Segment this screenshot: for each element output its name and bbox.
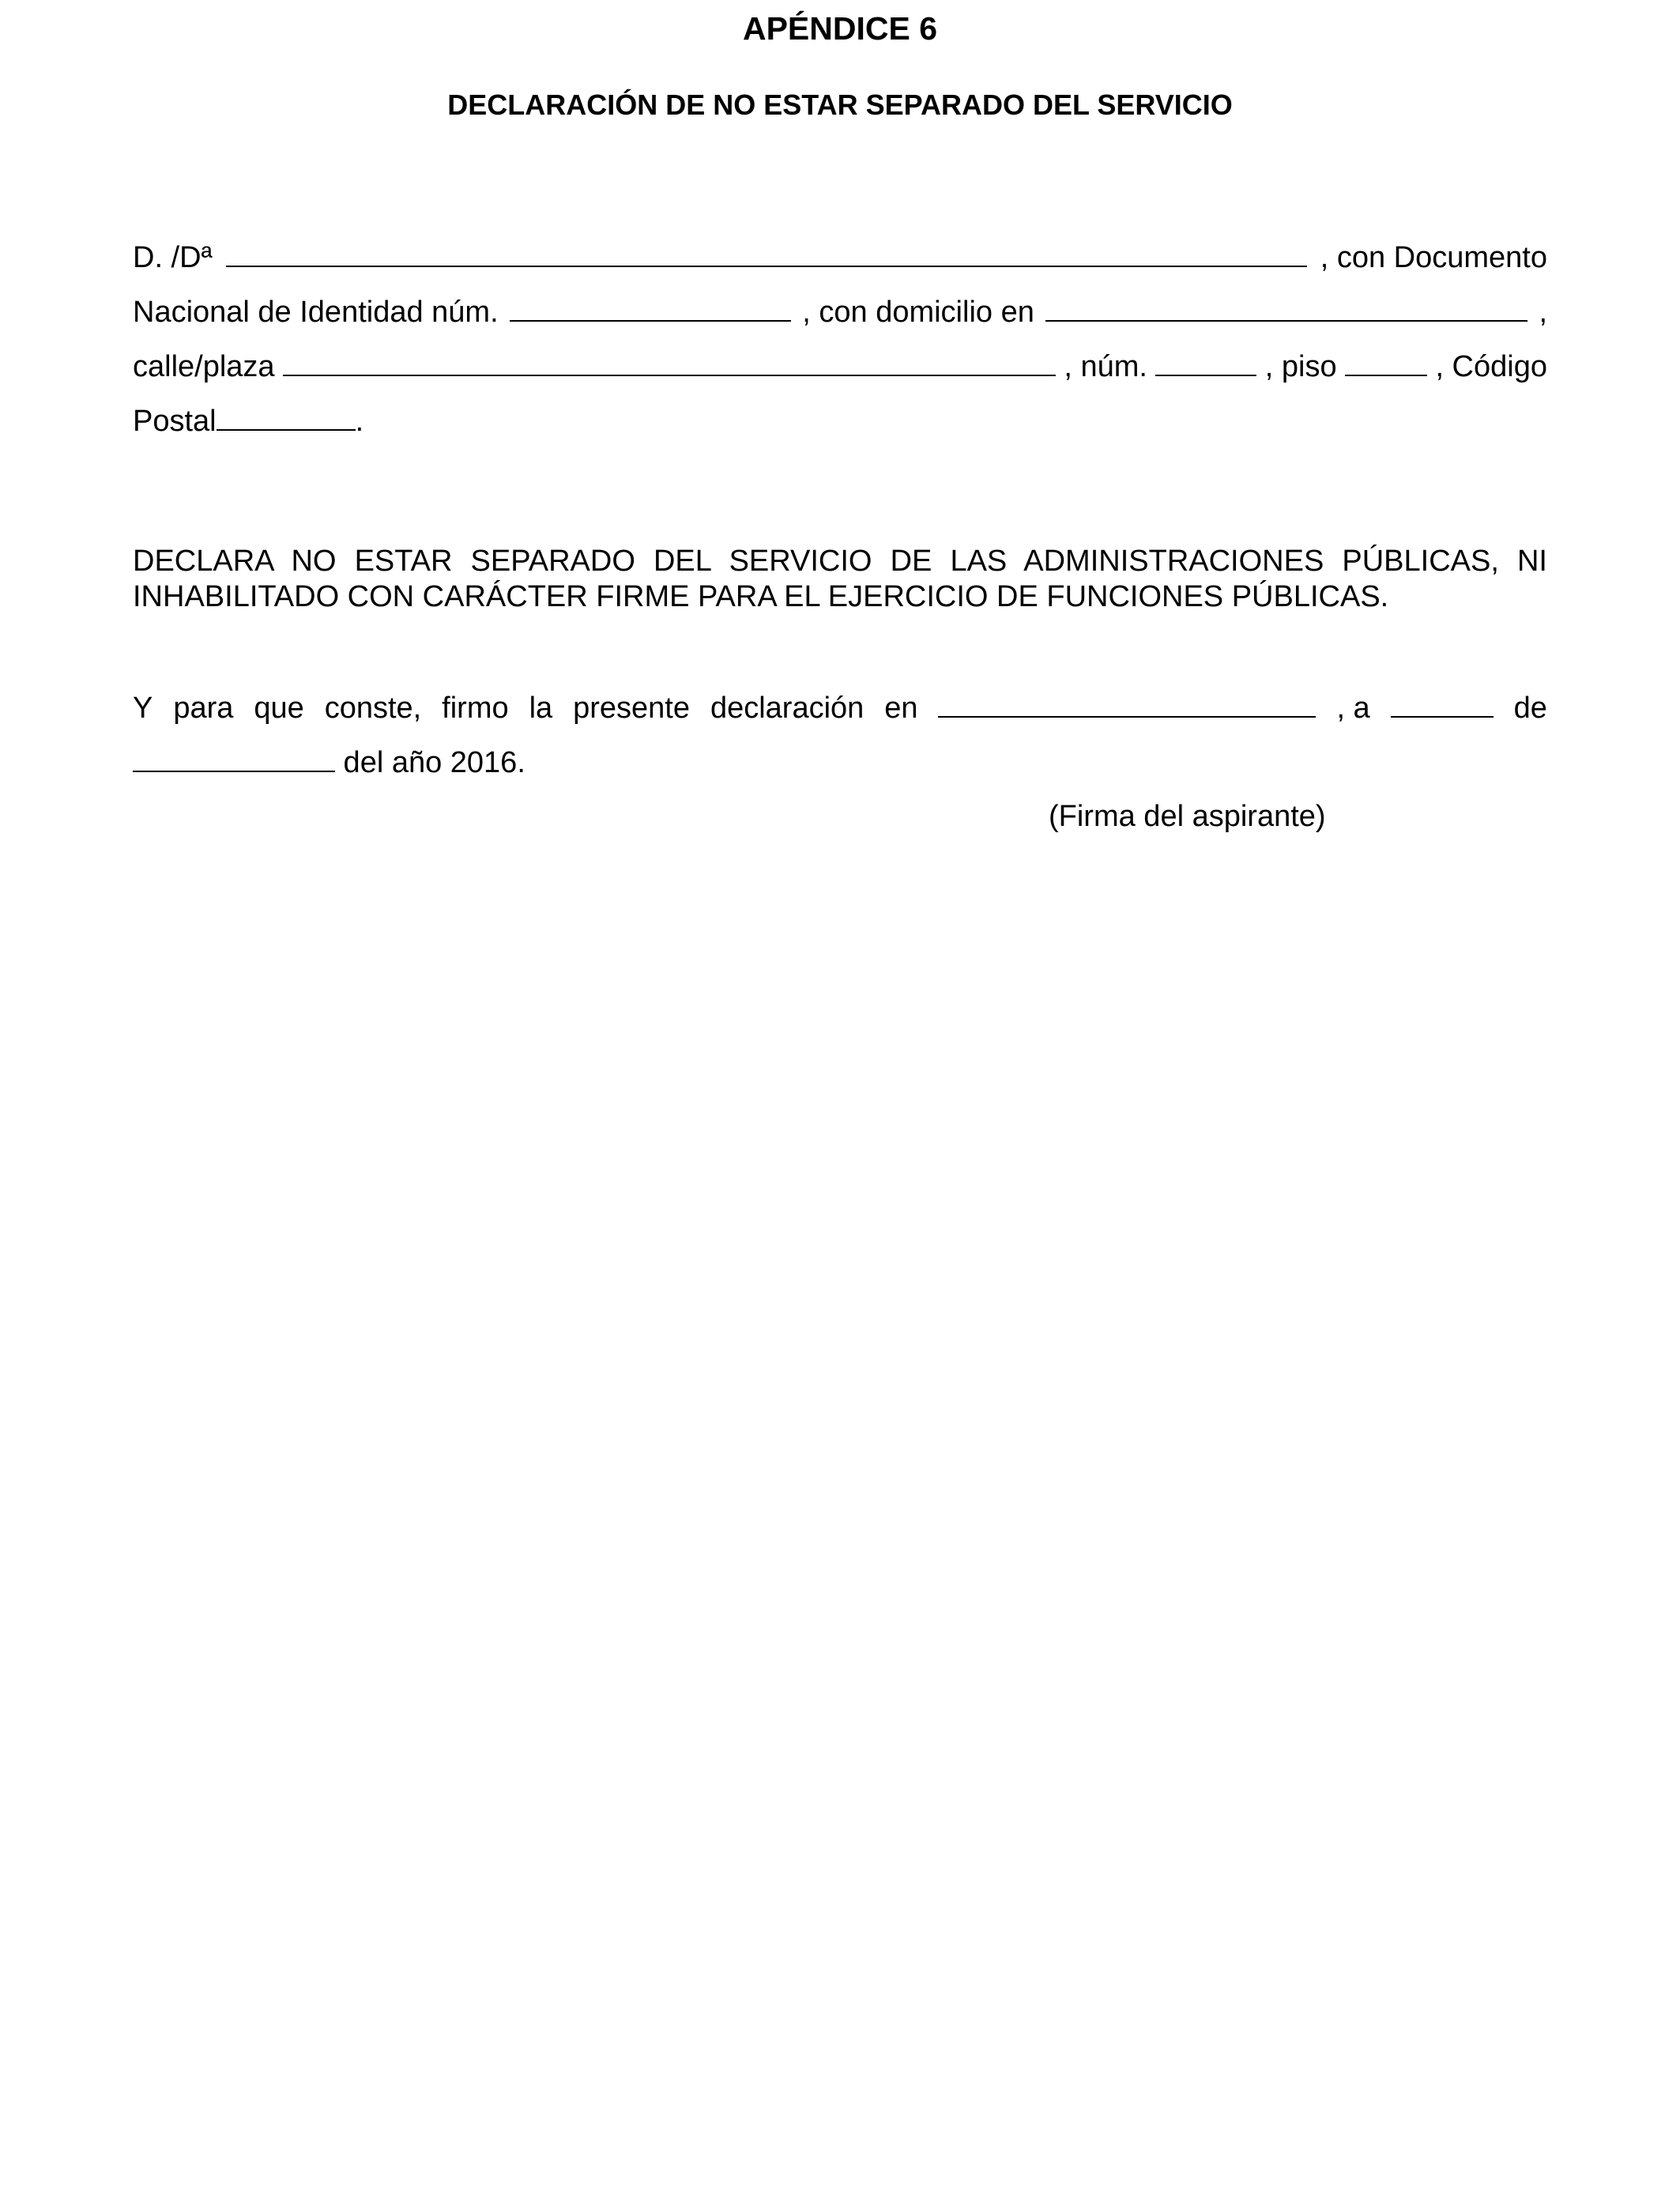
closing-word: , a bbox=[1336, 692, 1370, 725]
closing-word: conste, bbox=[324, 692, 422, 725]
floor-label: , piso bbox=[1264, 350, 1337, 383]
id-number-label: Nacional de Identidad núm. bbox=[133, 296, 499, 329]
year-text: del año 2016. bbox=[335, 746, 525, 779]
closing-word: firmo bbox=[442, 692, 509, 725]
month-field[interactable] bbox=[133, 745, 335, 772]
closing-paragraph bbox=[133, 681, 1547, 790]
personal-data-paragraph bbox=[133, 231, 1547, 449]
closing-word: en bbox=[884, 692, 918, 725]
name-field[interactable] bbox=[226, 240, 1307, 267]
closing-word: la bbox=[529, 692, 553, 725]
document-subtitle: DECLARACIÓN DE NO ESTAR SEPARADO DEL SERVICIO bbox=[447, 89, 1233, 121]
closing-word: declaración bbox=[710, 692, 864, 725]
street-field[interactable] bbox=[283, 349, 1056, 376]
personal-data-line-2 bbox=[133, 285, 1547, 340]
declaration-text: DECLARA NO ESTAR SEPARADO DEL SERVICIO DE LAS ADMINISTRACIONES PÚBLICAS, NI INHABILITADO CON CARÁCTER FIRME PARA EL EJERCICIO DE FUNCIONES PÚBLICAS. bbox=[133, 545, 1547, 613]
address-field[interactable] bbox=[1045, 295, 1527, 322]
closing-line-2 bbox=[133, 736, 1547, 790]
closing-word: presente bbox=[573, 692, 690, 725]
closing-word: Y bbox=[133, 692, 153, 725]
personal-data-line-1 bbox=[133, 231, 1547, 285]
day-field[interactable] bbox=[1391, 691, 1494, 718]
postal-code-field[interactable] bbox=[217, 404, 356, 431]
postal-period: . bbox=[355, 405, 364, 438]
number-field[interactable] bbox=[1155, 349, 1256, 376]
postal-label: Postal bbox=[133, 405, 217, 438]
closing-word: de bbox=[1513, 692, 1547, 725]
floor-field[interactable] bbox=[1345, 349, 1427, 376]
number-label: , núm. bbox=[1064, 350, 1147, 383]
street-label: calle/plaza bbox=[133, 350, 275, 383]
postal-code-label: , Código bbox=[1435, 350, 1547, 383]
document-title: APÉNDICE 6 bbox=[742, 10, 938, 47]
address-comma: , bbox=[1539, 296, 1547, 329]
personal-data-line-3 bbox=[133, 340, 1547, 394]
id-doc-label: , con Documento bbox=[1320, 241, 1547, 274]
address-label: , con domicilio en bbox=[802, 296, 1034, 329]
personal-data-line-4 bbox=[133, 394, 1547, 449]
closing-word: que bbox=[254, 692, 304, 725]
signature-label: (Firma del aspirante) bbox=[1049, 800, 1326, 833]
closing-line-1 bbox=[133, 681, 1547, 736]
name-label: D. /Dª bbox=[133, 241, 213, 274]
closing-word: para bbox=[173, 692, 234, 725]
id-number-field[interactable] bbox=[510, 295, 791, 322]
place-field[interactable] bbox=[938, 691, 1316, 718]
